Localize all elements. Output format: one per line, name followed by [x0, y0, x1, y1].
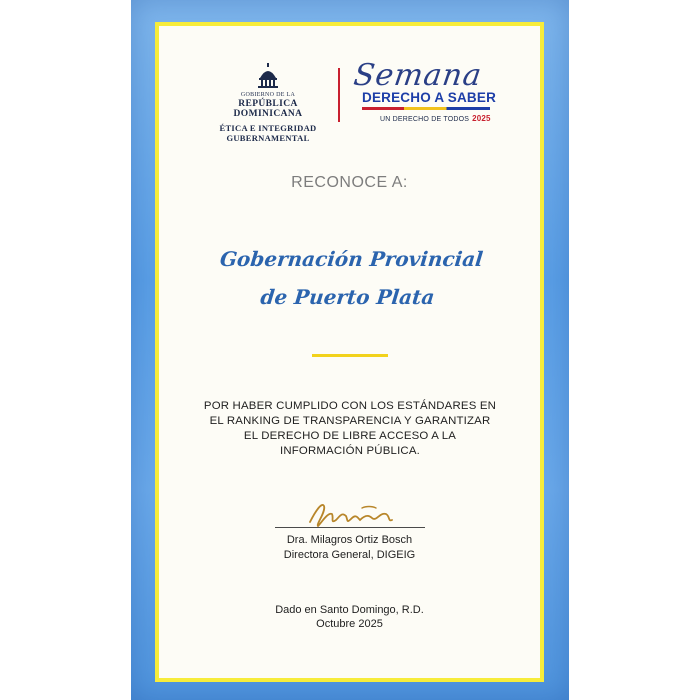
issue-date: Octubre 2025 [316, 618, 383, 630]
signature-line [275, 527, 425, 528]
gold-rule [312, 354, 388, 357]
issue-place: Dado en Santo Domingo, R.D. [275, 604, 424, 616]
government-emblem-icon [255, 62, 281, 90]
government-logo [205, 62, 331, 143]
semana-flag-stripe [362, 107, 490, 110]
semana-script-text: Semana [351, 58, 485, 93]
recognition-statement [185, 399, 515, 459]
header-divider [338, 68, 340, 122]
gov-name-text: REPÚBLICA DOMINICANA [233, 99, 303, 119]
statement-line-1: POR HABER CUMPLIDO CON LOS ESTÁNDARES EN [203, 400, 497, 412]
statement-line-2: EL RANKING DE TRANSPARENCIA Y GARANTIZAR [209, 415, 491, 427]
signature-mark [302, 496, 402, 530]
recipient-line-2: de Puerto Plata [259, 285, 436, 309]
signer-title: Directora General, DIGEIG [283, 549, 416, 561]
recipient-line-1: Gobernación Provincial [218, 247, 485, 271]
statement-line-3: EL DERECHO DE LIBRE ACCESO A LA [243, 430, 457, 442]
statement-line-4: INFORMACIÓN PÚBLICA. [279, 445, 421, 457]
signer-name: Dra. Milagros Ortiz Bosch [286, 534, 413, 546]
gov-top-text: GOBIERNO DE LA [240, 92, 296, 98]
dept-line-2: GUBERNAMENTAL [226, 133, 310, 143]
semana-year: 2025 [472, 114, 491, 123]
reconoce-heading: RECONOCE A: [291, 174, 408, 191]
semana-subtitle [380, 114, 491, 123]
semana-logo [350, 58, 500, 130]
recipient-name [155, 240, 544, 316]
semana-title-text: DERECHO A SABER [362, 90, 497, 105]
semana-sub-text: UN DERECHO DE TODOS [380, 116, 470, 123]
dept-line-1: ÉTICA E INTEGRIDAD [219, 123, 317, 133]
